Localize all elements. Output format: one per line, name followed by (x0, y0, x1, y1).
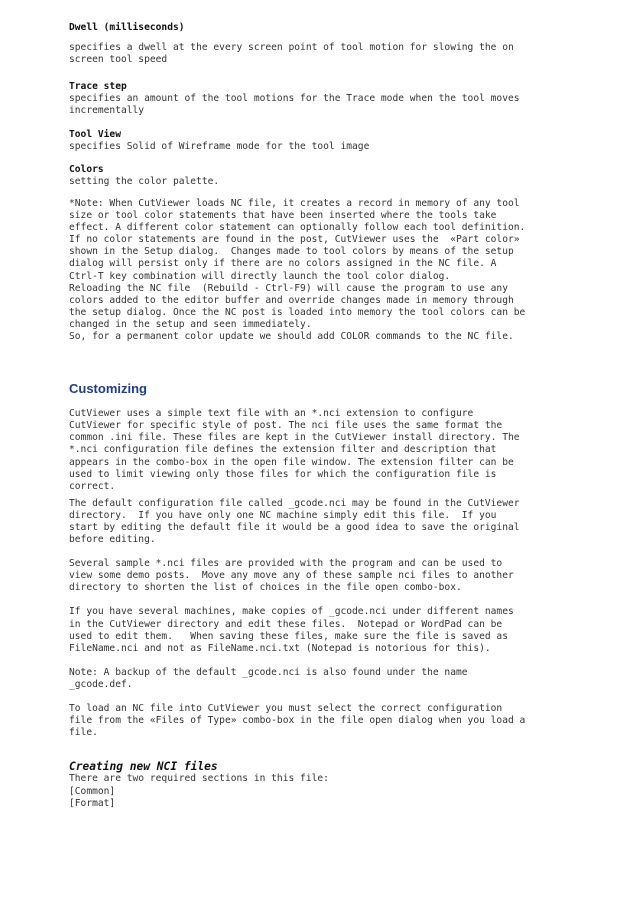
text-line: FileName.nci and not as FileName.nci.txt (Notepad is notorious for this). (69, 642, 491, 654)
text-line: incrementally (69, 105, 145, 117)
text-line: Several sample *.nci files are provided with the program and can be used to (69, 558, 503, 570)
text-line: So, for a permanent color update we should add COLOR commands to the NC file. (69, 330, 514, 342)
text-line: size or tool color statements that have been inserted where the tools take (69, 210, 497, 222)
customizing-paragraph-5 (69, 667, 589, 691)
text-line: If no color statements are found in the post, CutViewer uses the «Part color» (69, 234, 520, 246)
colors-description (69, 176, 589, 188)
text-line: _gcode.def. (69, 678, 133, 690)
text-line: [Format] (69, 797, 116, 809)
text-line: CutViewer uses a simple text file with an *.nci extension to configure (69, 408, 474, 420)
text-line: file from the «Files of Type» combo-box in the file open dialog when you load a (69, 715, 526, 727)
text-line: start by editing the default file it would be a good idea to save the original (69, 522, 520, 533)
trace-step-term: Trace step (69, 81, 127, 93)
text-line: To load an NC file into CutViewer you must select the correct configuration (69, 703, 503, 715)
creating-nci-paragraph (69, 773, 589, 809)
text-line: *Note: When CutViewer loads NC file, it creates a record in memory of any tool (69, 197, 520, 209)
customizing-paragraph-3 (69, 558, 589, 594)
text-line: screen tool speed (69, 54, 168, 66)
text-line: correct. (69, 480, 116, 492)
text-line: dialog will persist only if there are no colors assigned in the NC file. A (69, 258, 497, 270)
text-line: There are two required sections in this file: (69, 773, 329, 785)
customizing-paragraph-4 (69, 606, 589, 654)
text-line: Reloading the NC file (Rebuild - Ctrl-F9) will cause the program to use any (69, 282, 508, 294)
text-line: in the CutViewer directory and edit these files. Notepad or WordPad can be (69, 618, 503, 630)
text-line: *.nci configuration file defines the extension filter and description that (69, 444, 497, 456)
text-line: before editing. (69, 534, 156, 546)
text-line: view some demo posts. Move any move any of these sample nci files to another (69, 570, 514, 582)
text-line: [Common] (69, 785, 116, 797)
text-line: colors added to the editor buffer and override changes made in memory through (69, 294, 514, 306)
text-line: specifies Solid of Wireframe mode for the tool image (69, 140, 370, 152)
tool-view-description (69, 141, 589, 153)
text-line: common .ini file. These files are kept in the CutViewer install directory. The (69, 432, 520, 444)
text-line: setting the color palette. (69, 175, 220, 187)
text-line: CutViewer for specific style of post. The nci file uses the same format the (69, 420, 503, 432)
tool-view-term: Tool View (69, 128, 121, 140)
text-line: If you have several machines, make copies of _gcode.nci under different names (69, 606, 514, 618)
customizing-paragraph-2 (69, 498, 589, 546)
text-line: effect. A different color statement can optionally follow each tool definition. (69, 222, 526, 234)
text-line: used to edit them. When saving these files, make sure the file is saved as (69, 630, 508, 642)
text-line: The default configuration file called _gcode.nci may be found in the CutViewer (69, 497, 520, 509)
text-line: Note: A backup of the default _gcode.nci is also found under the name (69, 666, 468, 678)
text-line: appears in the combo-box in the open file window. The extension filter can be (69, 456, 514, 468)
customizing-heading: Customizing (69, 381, 147, 397)
text-line: used to limit viewing only those files for which the configuration file is (69, 468, 497, 480)
document-page (69, 22, 589, 810)
text-line: shown in the Setup dialog. Changes made to tool colors by means of the setup (69, 246, 514, 258)
text-line: directory to shorten the list of choices in the file open combo-box. (69, 582, 462, 594)
creating-nci-subheading: Creating new NCI files (69, 760, 218, 774)
text-line: file. (69, 727, 98, 739)
text-line: directory. If you have only one NC machine simply edit this file. If you (69, 509, 497, 521)
text-line: the setup dialog. Once the NC post is loaded into memory the tool colors can be (69, 306, 526, 318)
color-note-paragraph (69, 198, 589, 343)
dwell-term: Dwell (milliseconds) (69, 22, 185, 33)
customizing-paragraph-1 (69, 408, 589, 493)
colors-term: Colors (69, 163, 104, 175)
text-line: specifies a dwell at the every screen point of tool motion for slowing the on (69, 42, 514, 54)
text-line: changed in the setup and seen immediately. (69, 318, 312, 330)
dwell-description (69, 42, 589, 66)
text-line: specifies an amount of the tool motions for the Trace mode when the tool moves (69, 93, 520, 105)
customizing-paragraph-6 (69, 703, 589, 739)
text-line: Ctrl-T key combination will directly launch the tool color dialog. (69, 270, 451, 282)
trace-step-description (69, 93, 589, 117)
